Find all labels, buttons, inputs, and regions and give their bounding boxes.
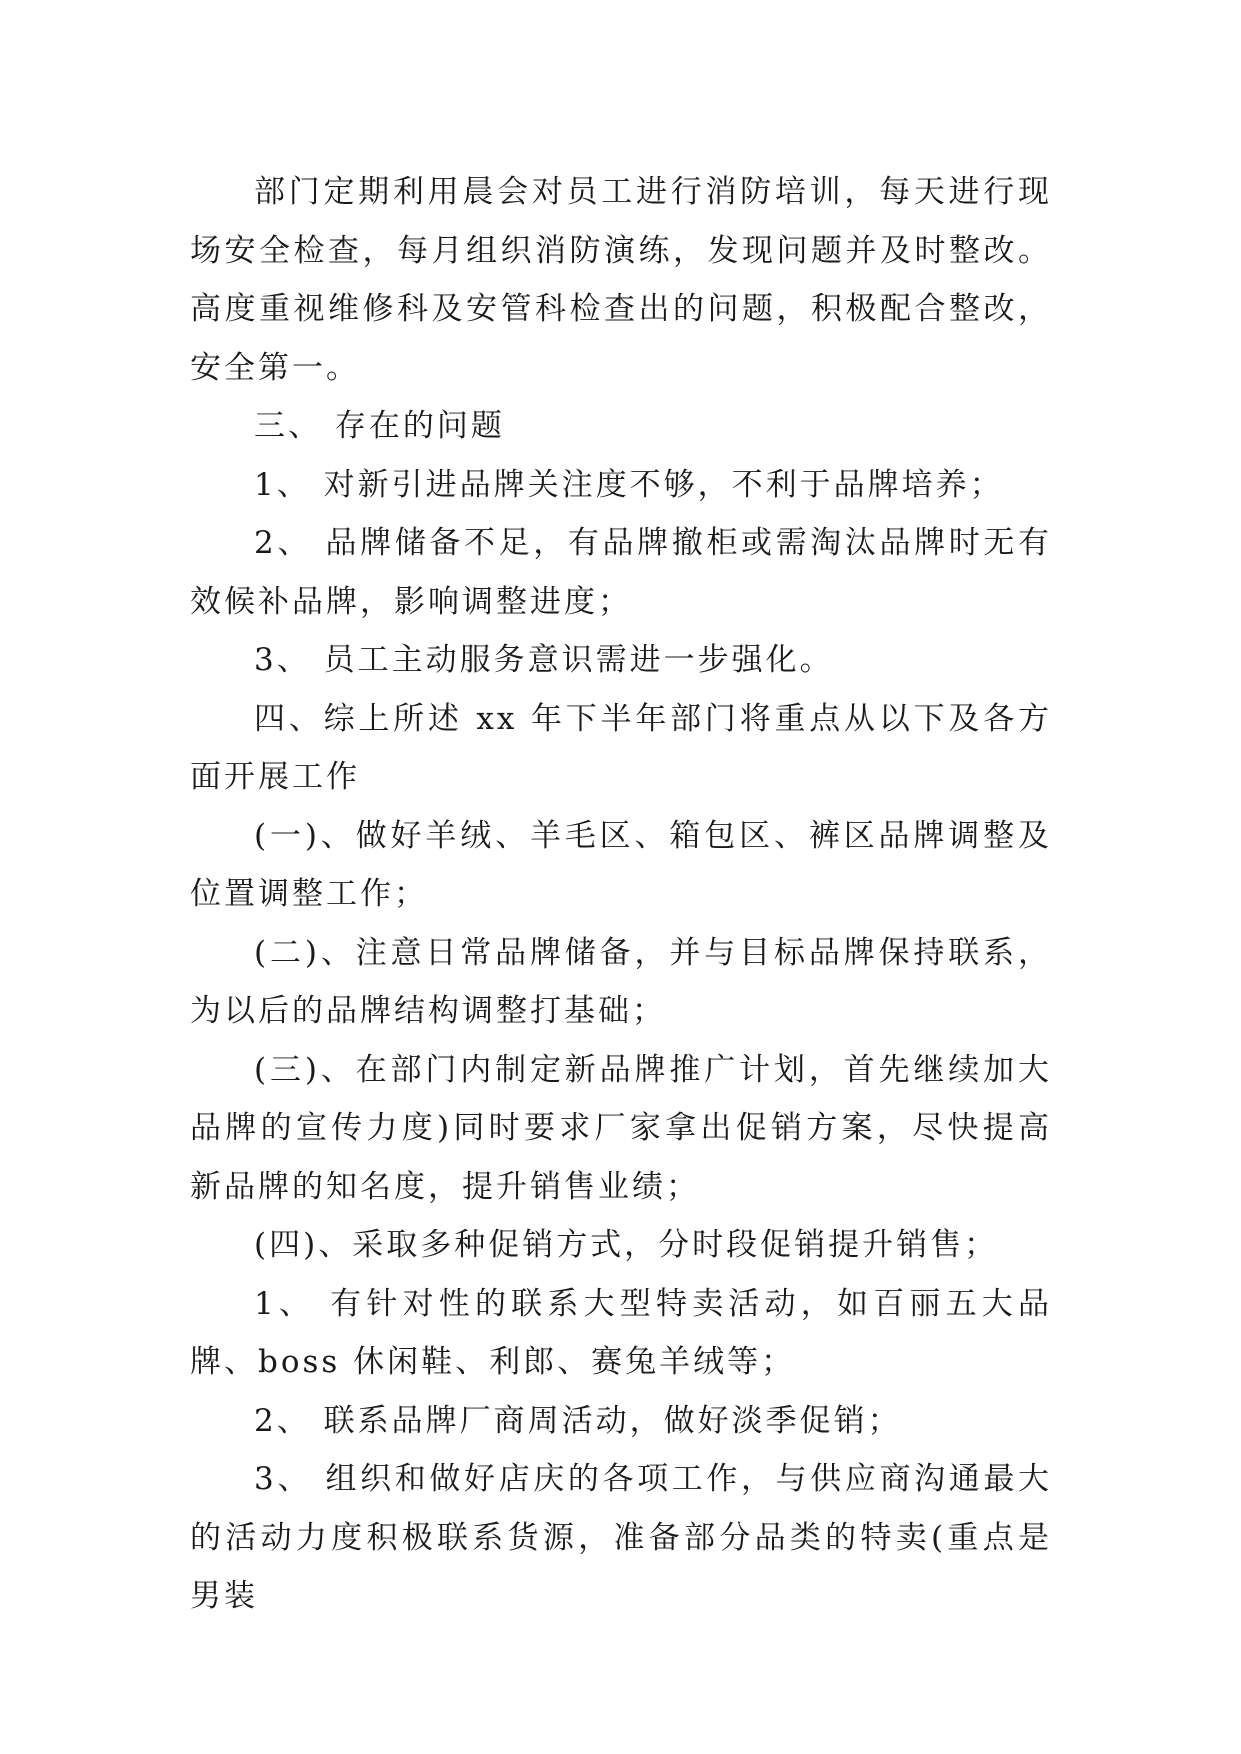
list-item-problem-2: 2、 品牌储备不足，有品牌撤柜或需淘汰品牌时无有效候补品牌，影响调整进度； xyxy=(190,525,1052,620)
paragraph-fire-safety: 部门定期利用晨会对员工进行消防培训，每天进行现场安全检查，每月组织消防演练，发现问题并及时整改。高度重视维修科及安管科检查出的问题，积极配合整改，安全第一。 xyxy=(190,174,1052,386)
section-heading-problems: 三、 存在的问题 xyxy=(254,408,505,444)
document-body xyxy=(190,163,1052,1626)
plan-item-1: (一)、做好羊绒、羊毛区、箱包区、裤区品牌调整及位置调整工作； xyxy=(190,817,1052,912)
promotion-item-2: 2、 联系品牌厂商周活动，做好淡季促销； xyxy=(254,1402,902,1439)
promotion-item-1: 1、 有针对性的联系大型特卖活动，如百丽五大品牌、boss 休闲鞋、利郎、赛兔羊绒等； xyxy=(190,1285,1052,1380)
plan-item-4: (四)、采取多种促销方式，分时段促销提升销售； xyxy=(254,1227,999,1263)
section-heading-plan: 四、综上所述 xx 年下半年部门将重点从以下及各方面开展工作 xyxy=(190,700,1052,795)
promotion-item-3: 3、 组织和做好店庆的各项工作，与供应商沟通最大的活动力度积极联系货源，准备部分品类的特卖(重点是男装 xyxy=(190,1461,1052,1614)
plan-item-3: (三)、在部门内制定新品牌推广计划，首先继续加大品牌的宣传力度)同时要求厂家拿出促销方案，尽快提高新品牌的知名度，提升销售业绩； xyxy=(190,1051,1052,1205)
list-item-problem-1: 1、 对新引进品牌关注度不够，不利于品牌培养； xyxy=(254,466,1004,503)
list-item-problem-3: 3、 员工主动服务意识需进一步强化。 xyxy=(254,642,834,678)
plan-item-2: (二)、注意日常品牌储备，并与目标品牌保持联系，为以后的品牌结构调整打基础； xyxy=(190,934,1052,1029)
